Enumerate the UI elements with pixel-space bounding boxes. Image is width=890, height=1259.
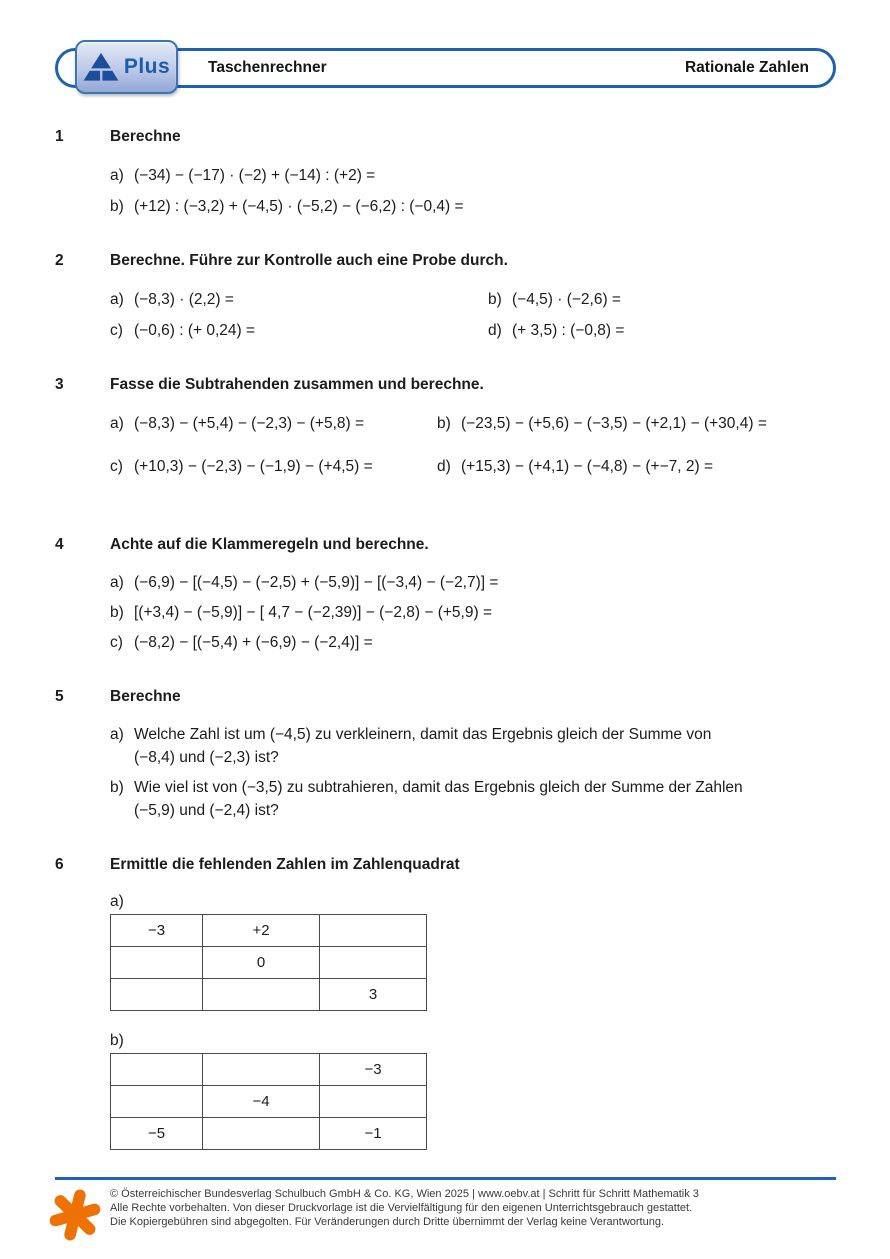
item-label: a) xyxy=(110,726,124,743)
chapter-title: Taschenrechner xyxy=(208,59,327,76)
table-cell xyxy=(320,915,427,947)
exercise-title: Fasse die Subtrahenden zusammen und berechne. xyxy=(110,376,484,393)
item-label: b) xyxy=(110,779,124,796)
table-cell xyxy=(111,979,203,1011)
exercise-3 xyxy=(55,375,835,482)
table-cell: +2 xyxy=(203,915,320,947)
item-expression: (−8,3) · (2,2) = xyxy=(134,291,234,308)
table-cell xyxy=(111,1086,203,1118)
item-expression: (−8,2) − [(−5,4) + (−6,9) − (−2,4)] = xyxy=(134,634,373,651)
table-label-b: b) xyxy=(110,1032,124,1049)
math-item xyxy=(110,160,835,191)
math-item xyxy=(110,408,437,439)
table-cell: −5 xyxy=(111,1118,203,1150)
item-expression: (−0,6) : (+ 0,24) = xyxy=(134,322,256,339)
item-label: c) xyxy=(110,458,123,475)
exercise-title: Berechne xyxy=(110,688,181,705)
word-problem-text: Welche Zahl ist um (−4,5) zu verkleinern, damit das Ergebnis gleich der Summe von (−8,4) und (−2,3) ist? xyxy=(134,726,712,766)
exercise-number: 2 xyxy=(55,252,64,269)
exercise-2 xyxy=(55,251,835,346)
item-label: d) xyxy=(437,458,451,475)
exercise-title: Achte auf die Klammeregeln und berechne. xyxy=(110,536,429,553)
word-problem-text: Wie viel ist von (−3,5) zu subtrahieren, damit das Ergebnis gleich der Summe der Zahlen (−5,9) und (−2,4) ist? xyxy=(134,779,743,819)
item-expression: (+15,3) − (+4,1) − (−4,8) − (+−7, 2) = xyxy=(461,458,714,475)
item-label: a) xyxy=(110,167,124,184)
item-label: a) xyxy=(110,574,124,591)
number-square-b xyxy=(110,1053,427,1150)
exercise-title: Berechne. Führe zur Kontrolle auch eine Probe durch. xyxy=(110,252,508,269)
item-expression: (−34) − (−17) · (−2) + (−14) : (+2) = xyxy=(134,167,376,184)
badge-label: Plus xyxy=(123,55,171,78)
table-cell xyxy=(111,947,203,979)
item-label: d) xyxy=(488,322,502,339)
item-label: b) xyxy=(488,291,502,308)
topic-title: Rationale Zahlen xyxy=(684,59,809,76)
math-item xyxy=(110,628,835,658)
exercise-number: 4 xyxy=(55,536,64,553)
table-cell: −3 xyxy=(111,915,203,947)
item-label: c) xyxy=(110,322,123,339)
table-cell: 3 xyxy=(320,979,427,1011)
table-cell xyxy=(203,1118,320,1150)
item-label: a) xyxy=(110,415,124,432)
table-cell xyxy=(320,1086,427,1118)
footer-copyright xyxy=(110,1188,730,1229)
exercise-title: Berechne xyxy=(110,128,181,145)
exercise-number: 6 xyxy=(55,856,64,873)
footer-copyright-line: © Österreichischer Bundesverlag Schulbuch GmbH & Co. KG, Wien 2025 | www.oebv.at | Schritt für Schritt Mathematik 3 xyxy=(110,1188,699,1200)
item-label: b) xyxy=(110,198,124,215)
table-cell: −1 xyxy=(320,1118,427,1150)
worksheet-header xyxy=(55,40,836,96)
item-expression: (−8,3) − (+5,4) − (−2,3) − (+5,8) = xyxy=(134,415,365,432)
item-label: c) xyxy=(110,634,123,651)
exercise-number: 5 xyxy=(55,688,64,705)
math-item xyxy=(110,284,488,315)
footer-divider xyxy=(55,1177,836,1180)
math-item xyxy=(110,598,835,628)
item-label: b) xyxy=(110,604,124,621)
item-expression: (+10,3) − (−2,3) − (−1,9) − (+4,5) = xyxy=(134,458,373,475)
exercise-1 xyxy=(55,127,835,222)
footer-copyright-line: Alle Rechte vorbehalten. Von dieser Druckvorlage ist die Vervielfältigung für den eigenen Unterrichtsgebrauch gestattet. xyxy=(110,1201,693,1214)
item-expression: (+12) : (−3,2) + (−4,5) · (−5,2) − (−6,2) : (−0,4) = xyxy=(134,198,464,215)
math-item xyxy=(437,451,713,482)
math-item xyxy=(437,408,767,439)
item-expression: (−4,5) · (−2,6) = xyxy=(512,291,621,308)
item-label: b) xyxy=(437,415,451,432)
table-cell: −3 xyxy=(320,1054,427,1086)
math-item xyxy=(110,315,488,346)
math-item xyxy=(110,451,437,482)
plus-series-badge xyxy=(75,40,178,94)
math-item xyxy=(488,284,621,315)
exercise-number: 3 xyxy=(55,376,64,393)
footer-copyright-line: Die Kopiergebühren sind abgegolten. Für Veränderungen durch Dritte übernimmt der Verlag keine Verantwortung. xyxy=(110,1215,665,1228)
math-item xyxy=(110,191,835,222)
exercise-6 xyxy=(55,855,835,1150)
item-expression: [(+3,4) − (−5,9)] − [ 4,7 − (−2,39)] − (−2,8) − (+5,9) = xyxy=(134,604,492,621)
item-expression: (−23,5) − (+5,6) − (−3,5) − (+2,1) − (+30,4) = xyxy=(461,415,767,432)
table-cell: 0 xyxy=(203,947,320,979)
word-problem xyxy=(110,776,835,822)
oebv-asterisk-icon xyxy=(46,1186,104,1244)
math-item xyxy=(488,315,624,346)
table-cell xyxy=(320,947,427,979)
item-expression: (+ 3,5) : (−0,8) = xyxy=(512,322,625,339)
exercise-4 xyxy=(55,535,835,658)
table-cell: −4 xyxy=(203,1086,320,1118)
math-item xyxy=(110,568,835,598)
exercise-5 xyxy=(55,687,835,822)
table-label-a: a) xyxy=(110,893,124,910)
word-problem xyxy=(110,723,835,769)
table-cell xyxy=(203,1054,320,1086)
table-cell xyxy=(111,1054,203,1086)
item-expression: (−6,9) − [(−4,5) − (−2,5) + (−5,9)] − [(−3,4) − (−2,7)] = xyxy=(134,574,499,591)
exercise-number: 1 xyxy=(55,128,64,145)
table-cell xyxy=(203,979,320,1011)
exercise-title: Ermittle die fehlenden Zahlen im Zahlenquadrat xyxy=(110,856,460,873)
number-square-a xyxy=(110,914,427,1011)
plus-triangle-icon xyxy=(83,51,119,83)
item-label: a) xyxy=(110,291,124,308)
